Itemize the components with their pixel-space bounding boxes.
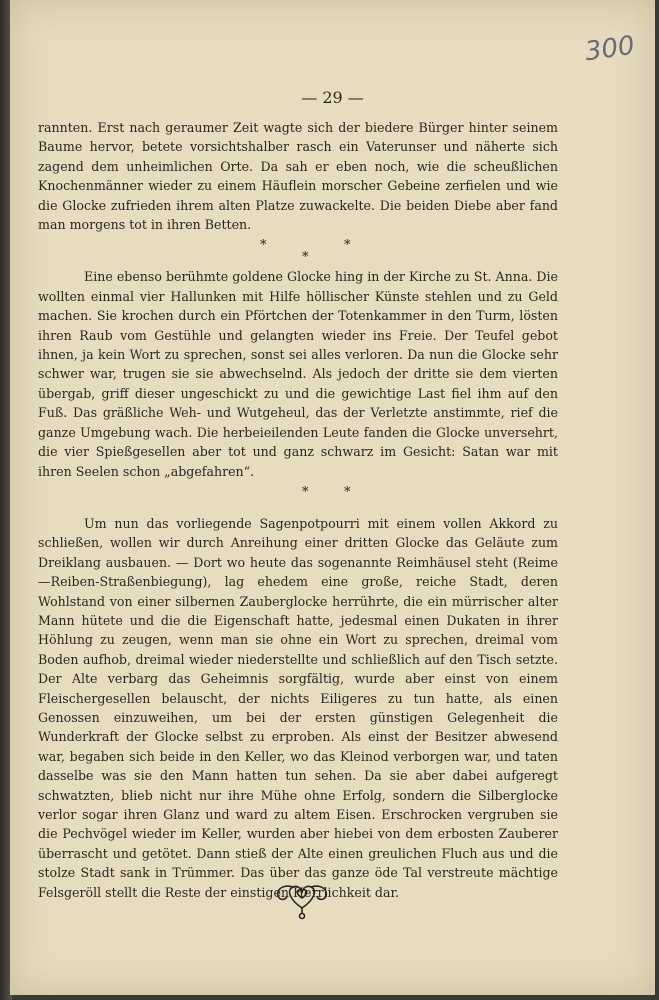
separator-star: * xyxy=(344,238,351,254)
body-text xyxy=(38,118,558,902)
separator-star: * xyxy=(344,484,351,500)
page-number: — 29 — xyxy=(301,88,364,107)
separator-star: * xyxy=(302,250,309,266)
handwritten-annotation: 300 xyxy=(583,30,637,68)
section-separator-2 xyxy=(38,481,558,514)
section-separator-1 xyxy=(38,234,558,267)
heart-ornament-icon xyxy=(272,880,332,920)
separator-star: * xyxy=(302,484,309,500)
paragraph-2: Eine ebenso berühmte goldene Glocke hing in der Kirche zu St. Anna. Die wollten einmal vier Hallunken mit Hilfe höllischer Künste stehlen und zu Geld machen. Sie krochen durch ein Pförtchen der Totenkammer in den Turm, lösten ihren Raub vom Gestühle und gelangten wieder ins Freie. Der Teufel gebot ihnen, ja kein Wort zu sprechen, sonst sei alles verloren. Da nun die Glocke sehr schwer war, trugen sie sie abwechselnd. Als jedoch der dritte sie dem vierten übergab, griff dieser ungeschickt zu und die gewichtige Last fiel ihm auf den Fuß. Das gräßliche Weh- und Wutgeheul, das der Verletzte anstimmte, rief die ganze Umgebung wach. Die herbeieilenden Leute fanden die Glocke unversehrt, die vier Spießgesellen aber tot und ganz schwarz im Gesicht: Satan war mit ihren Seelen schon „abgefahren“. xyxy=(38,269,558,479)
separator-star: * xyxy=(260,238,267,254)
paragraph-3: Um nun das vorliegende Sagenpotpourri mit einem vollen Akkord zu schließen, wollen wir durch Anreihung einer dritten Glocke das Geläute zum Dreiklang ausbauen. — Dort wo heute das sogenannte Reimhäusel steht (Reime—Reiben-Straßenbiegung), lag ehedem eine große, reiche Stadt, deren Wohlstand von einer silbernen Zauberglocke herrührte, die ein mürrischer alter Mann hütete und die die Eigenschaft hatte, jedesmal einen Dukaten in ihrer Höhlung zu zeugen, wenn man sie ohne ein Wort zu sprechen, dreimal vom Boden aufhob, dreimal wieder niederstellte und schließlich auf den Tisch setzte. Der Alte verbarg das Geheimnis sorgfältig, wurde aber einst von einem Fleischergesellen belauscht, der nichts Eiligeres zu tun hatte, als einen Genossen einzuweihen, um bei der ersten günstigen Gelegenheit die Wunderkraft der Glocke selbst zu erproben. Als einst der Besitzer abwesend war, begaben sich beide in den Keller, wo das Kleinod verborgen war, und taten dasselbe was sie den Mann hatten tun sehen. Da sie aber dabei aufgeregt schwatzten, blieb nicht nur ihre Mühe ohne Erfolg, sondern die Silberglocke verlor sogar ihren Glanz und ward zu altem Eisen. Erschrocken vergruben sie die Pechvögel wieder im Keller, wurden aber hiebei von dem erbosten Zauberer überrascht und getötet. Dann stieß der Alte einen greulichen Fluch aus und die stolze Stadt sank in Trümmer. Das über das ganze öde Tal verstreute mächtige Felsgeröll stellt die Reste der einstigen Herrlichkeit dar. xyxy=(38,515,558,900)
book-page xyxy=(10,0,655,995)
paragraph-1: rannten. Erst nach geraumer Zeit wagte sich der biedere Bürger hinter seinem Baume hervor, betete vorsichtshalber rasch ein Vaterunser und näherte sich zagend dem unheimlichen Orte. Da sah er eben noch, wie die scheußlichen Knochenmänner wieder zu einem Häuflein morscher Gebeine zerfielen und wie die Glocke zufrieden ihrem alten Platze zuwackelte. Die beiden Diebe aber fand man morgens tot in ihren Betten. xyxy=(38,120,558,233)
